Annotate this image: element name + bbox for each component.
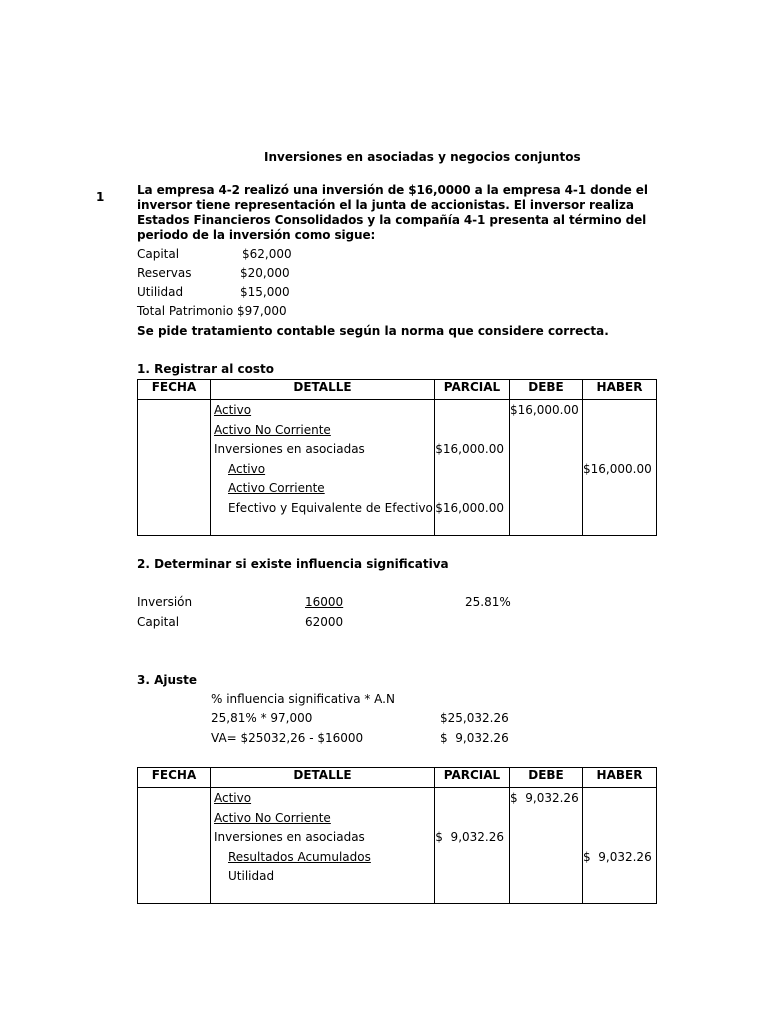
parcial-line: $16,000.00: [435, 442, 504, 456]
equity-value-capital: $62,000: [242, 247, 292, 261]
haber-line: [583, 789, 656, 809]
parcial-line: [435, 867, 509, 887]
capital-label: Capital: [137, 615, 180, 629]
detalle-line: [211, 479, 434, 499]
influence-percentage: 25.81%: [465, 595, 511, 609]
debe-line: [510, 479, 582, 499]
detalle-cell: [211, 400, 435, 536]
debe-line: [510, 828, 582, 848]
header-debe: DEBE: [510, 768, 583, 788]
problem-number: 1: [96, 190, 105, 204]
haber-line: [583, 440, 656, 460]
debe-line: [510, 460, 582, 480]
document-title: Inversiones en asociadas y negocios conjuntos: [264, 150, 581, 164]
calc2-value: $ 9,032.26: [440, 731, 509, 745]
problem-intro: La empresa 4-2 realizó una inversión de $16,0000 a la empresa 4-1 donde el inversor tiene representación el la junta de accionistas. El inversor realiza Estados Financieros Consolidados y la compañía 4-1 presenta al término del periodo de la inversión como sigue:: [137, 183, 648, 242]
fecha-cell: [138, 788, 211, 904]
instruction: Se pide tratamiento contable según la norma que considere correcta.: [137, 324, 609, 338]
calc1-label: 25,81% * 97,000: [211, 711, 313, 725]
header-parcial: PARCIAL: [435, 768, 510, 788]
haber-line: $16,000.00: [583, 461, 652, 476]
header-haber: HABER: [583, 380, 657, 400]
capital-value: 62000: [305, 615, 344, 629]
debe-cell: [510, 788, 583, 904]
total-patrimonio: Total Patrimonio $97,000: [137, 304, 287, 318]
detalle-line: Inversiones en asociadas: [214, 830, 365, 844]
header-haber: HABER: [583, 768, 657, 788]
parcial-line: $ 9,032.26: [435, 830, 504, 844]
detalle-line: Efectivo y Equivalente de Efectivo: [228, 500, 433, 515]
haber-line: [583, 828, 656, 848]
haber-line: [583, 809, 656, 829]
parcial-line: $16,000.00: [435, 500, 504, 515]
parcial-line: [435, 848, 509, 868]
header-detalle: DETALLE: [211, 768, 435, 788]
debe-line: $16,000.00: [510, 403, 579, 417]
inversion-value: 16000: [305, 595, 344, 609]
detalle-line: Activo No Corriente: [214, 810, 331, 825]
debe-line: [510, 440, 582, 460]
haber-line: [583, 401, 656, 421]
ledger-table-2: [137, 767, 657, 904]
haber-cell: [583, 788, 657, 904]
detalle-line: Utilidad: [228, 869, 275, 883]
haber-line: [583, 867, 656, 887]
debe-cell: [510, 400, 583, 536]
haber-line: [583, 479, 656, 499]
equity-value-utilidad: $15,000: [240, 285, 290, 299]
fecha-cell: [138, 400, 211, 536]
debe-line: [510, 421, 582, 441]
header-fecha: FECHA: [138, 380, 211, 400]
section3-heading: 3. Ajuste: [137, 673, 198, 687]
debe-line: [510, 848, 582, 868]
debe-line: $ 9,032.26: [510, 791, 579, 805]
debe-line: [510, 499, 582, 519]
parcial-line: [435, 460, 509, 480]
formula: % influencia significativa * A.N: [211, 692, 395, 706]
parcial-line: [435, 809, 509, 829]
header-detalle: DETALLE: [211, 380, 435, 400]
calc2-label: VA= $25032,26 - $16000: [211, 731, 364, 745]
parcial-line: [435, 789, 509, 809]
header-parcial: PARCIAL: [435, 380, 510, 400]
header-fecha: FECHA: [138, 768, 211, 788]
equity-label-utilidad: Utilidad: [137, 285, 184, 299]
calc1-value: $25,032.26: [440, 711, 509, 725]
detalle-line: Activo No Corriente: [214, 422, 331, 437]
equity-label-capital: Capital: [137, 247, 180, 261]
equity-value-reservas: $20,000: [240, 266, 290, 280]
debe-line: [510, 809, 582, 829]
equity-label-reservas: Reservas: [137, 266, 192, 280]
detalle-text: Activo Corriente: [228, 481, 325, 495]
parcial-line: [435, 421, 509, 441]
ledger-table-1: [137, 379, 657, 536]
haber-line: [583, 421, 656, 441]
detalle-cell: [211, 788, 435, 904]
section2-heading: 2. Determinar si existe influencia significativa: [137, 557, 449, 571]
detalle-text: Activo: [228, 461, 266, 476]
parcial-line: [435, 401, 509, 421]
parcial-cell: [435, 400, 510, 536]
detalle-line: [211, 848, 434, 868]
debe-line: [510, 867, 582, 887]
detalle-line: Activo: [214, 791, 252, 805]
haber-cell: [583, 400, 657, 536]
detalle-line: [211, 460, 434, 480]
inversion-label: Inversión: [137, 595, 193, 609]
detalle-line: Inversiones en asociadas: [214, 442, 365, 456]
detalle-line: Activo: [214, 403, 252, 417]
detalle-text: Resultados Acumulados: [228, 849, 371, 864]
haber-line: $ 9,032.26: [583, 849, 652, 864]
parcial-line: [435, 479, 509, 499]
haber-line: [583, 499, 656, 519]
parcial-cell: [435, 788, 510, 904]
section1-heading: 1. Registrar al costo: [137, 362, 275, 376]
header-debe: DEBE: [510, 380, 583, 400]
